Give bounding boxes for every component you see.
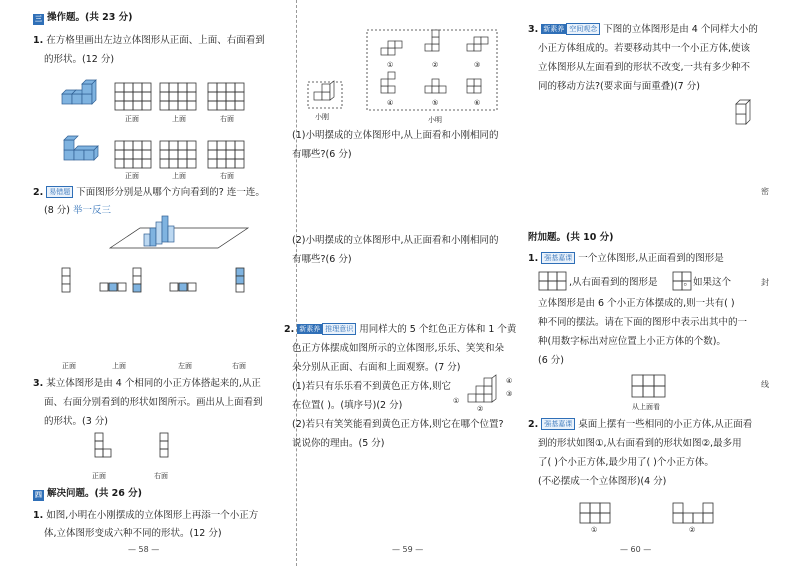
q1-label-top: 上面 <box>172 115 186 123</box>
section-icon: 三 <box>35 15 42 23</box>
e2-figure-2 <box>673 503 717 523</box>
q1-solid-figure-1 <box>60 82 100 110</box>
page-60 <box>525 0 800 566</box>
grid-cell[interactable] <box>142 141 151 150</box>
q2-line1: 2. 易错题 下面图形分别是从哪个方向看到的? 连一连。 <box>33 187 265 198</box>
q3-line1: 3. 某立体图形是由 4 个相同的小正方体搭起来的,从正 <box>33 378 261 389</box>
sub2-line2: 有哪些?(6 分) <box>292 254 352 265</box>
grid-cell[interactable] <box>160 101 169 110</box>
grid-cell[interactable] <box>169 150 178 159</box>
sub1-line2: 有哪些?(6 分) <box>292 149 352 160</box>
view-cell <box>62 284 70 292</box>
xiaogang-figure-box <box>308 82 344 110</box>
r-q3-solid-figure <box>734 102 760 128</box>
grid-cell[interactable] <box>124 83 133 92</box>
grid-cell[interactable] <box>235 92 244 101</box>
q3-label-right: 右面 <box>154 472 168 480</box>
e2-line2: 到的形状如图①,从右面看到的形状如图②,最多用 <box>538 438 742 449</box>
shape-num-3: ③ <box>474 61 481 69</box>
grid-cell[interactable] <box>178 150 187 159</box>
page-58 <box>0 0 270 566</box>
q1-label-front-2: 正面 <box>125 172 139 180</box>
grid-cell[interactable] <box>178 83 187 92</box>
grid-cell[interactable] <box>178 101 187 110</box>
section-icon: 四 <box>35 491 42 499</box>
grid-cell[interactable] <box>235 101 244 110</box>
grid-cell[interactable] <box>124 150 133 159</box>
xiaogang-label: 小刚 <box>315 113 329 121</box>
q1-grid-right-1[interactable] <box>208 83 246 110</box>
grid-cell[interactable] <box>169 159 178 168</box>
grid-cell[interactable] <box>187 141 196 150</box>
grid-cell[interactable] <box>226 141 235 150</box>
grid-cell[interactable] <box>160 83 169 92</box>
e1-score: (6 分) <box>538 355 564 366</box>
grid-cell[interactable] <box>124 141 133 150</box>
view-cell <box>109 283 117 291</box>
q2-view-a <box>62 268 72 298</box>
grid-cell[interactable] <box>226 83 235 92</box>
grid-cell[interactable] <box>133 141 142 150</box>
red-yellow-cubes-figure <box>462 380 512 410</box>
grid-cell[interactable] <box>160 159 169 168</box>
e2-line1: 2. 强基嘉课 桌面上摆有一些相同的小正方体,从正面看 <box>528 419 753 430</box>
e2-line3: 了( )个小正方体,最少用了( )个小正方体。 <box>538 457 714 468</box>
e1-top-grid[interactable] <box>632 375 666 399</box>
seal-char-1: 密 <box>761 187 769 196</box>
m-q2-line7: 说说你的理由。(5 分) <box>292 438 385 449</box>
practice-link[interactable]: 举一反三 <box>73 205 112 216</box>
grid-cell[interactable] <box>178 92 187 101</box>
r-q3-line2: 小正方体组成的。若要移动其中一个小正方体,使该 <box>538 43 751 54</box>
view-cell <box>62 276 70 284</box>
grid-cell[interactable] <box>235 141 244 150</box>
view-cell <box>100 283 108 291</box>
grid-cell[interactable] <box>115 92 124 101</box>
grid-cell[interactable] <box>235 83 244 92</box>
shape-num-2: ② <box>432 61 439 69</box>
e1-line2: ,从右面看到的图形是 。如果这个 <box>569 277 732 288</box>
q1-grid-front-1[interactable] <box>115 83 153 110</box>
grid-cell[interactable] <box>226 101 235 110</box>
advanced-badge: 强基嘉课 <box>541 252 575 264</box>
page-number-60: — 60 — <box>620 545 652 554</box>
section-operation-title: 三 操作题。(共 23 分) <box>35 12 133 23</box>
q1-grid-top-2[interactable] <box>160 141 198 168</box>
view-cell <box>236 268 244 276</box>
grid-cell[interactable] <box>217 83 226 92</box>
spatial-badge: 空间观念 <box>566 23 600 35</box>
grid-cell[interactable] <box>208 141 217 150</box>
grid-cell[interactable] <box>133 92 142 101</box>
q4-line1: 1. 如图,小明在小刚摆成的立体图形上再添一个小正方 <box>33 510 259 521</box>
grid-cell[interactable] <box>208 101 217 110</box>
q3-label-front: 正面 <box>92 472 106 480</box>
grid-cell[interactable] <box>115 150 124 159</box>
q2-view-b <box>100 283 130 293</box>
extra-title: 附加题。(共 10 分) <box>528 232 614 243</box>
sub1-line1: (1)小明摆成的立体图形中,从上面看和小刚相同的 <box>292 130 499 141</box>
q1-label-front: 正面 <box>125 115 139 123</box>
e2-figure-1 <box>580 503 620 523</box>
grid-cell[interactable] <box>226 92 235 101</box>
grid-cell[interactable] <box>208 83 217 92</box>
shape-num-4: ④ <box>387 99 394 107</box>
grid-cell[interactable] <box>133 150 142 159</box>
grid-cell[interactable] <box>217 141 226 150</box>
advanced-badge: 强基嘉课 <box>541 418 575 430</box>
grid-cell[interactable] <box>169 83 178 92</box>
view-cell <box>236 284 244 292</box>
grid-cell[interactable] <box>226 159 235 168</box>
grid-cell[interactable] <box>208 150 217 159</box>
grid-cell[interactable] <box>115 101 124 110</box>
page-59 <box>270 0 525 566</box>
e1-line5: 种(用数字标出对应位置上小正方体的个数)。 <box>538 336 726 347</box>
q3-line3: 的形状。(3 分) <box>44 416 108 427</box>
grid-cell[interactable] <box>217 159 226 168</box>
grid-cell[interactable] <box>187 159 196 168</box>
view-cell <box>188 283 196 291</box>
grid-cell[interactable] <box>187 92 196 101</box>
m-q2-line1: 2. 新素养 推理意识 用同样大的 5 个红色正方体和 1 个黄 <box>284 324 517 335</box>
q3-line2: 面、右面分别看到的形状如图所示。画出从上面看到 <box>44 397 263 408</box>
grid-cell[interactable] <box>115 141 124 150</box>
e2-line4: (不必摆成一个立体图形)(4 分) <box>538 476 667 487</box>
grid-cell[interactable] <box>124 92 133 101</box>
m-q2-line3: 朵分别从正面、右面和上面观察。(7 分) <box>292 362 461 373</box>
grid-cell[interactable] <box>187 83 196 92</box>
grid-cell[interactable] <box>160 92 169 101</box>
view-cell <box>118 283 126 291</box>
page-number-59: — 59 — <box>392 545 424 554</box>
q3-front-view <box>95 433 115 463</box>
grid-cell[interactable] <box>187 150 196 159</box>
m-q2-line2: 色正方体摆成如图所示的立体图形,乐乐、笑笑和朵 <box>292 343 505 354</box>
seal-char-3: 线 <box>761 380 769 389</box>
q2-label-right: 右面 <box>232 362 246 370</box>
q2-solid-on-plane <box>88 218 258 258</box>
grid-cell[interactable] <box>169 101 178 110</box>
q4-line2: 体,立体图形变成六种不同的形状。(12 分) <box>44 528 222 539</box>
m-q2-line5: 在位置( )。(填序号)(2 分) <box>292 400 403 411</box>
q2-view-c <box>133 268 143 298</box>
grid-cell[interactable] <box>124 101 133 110</box>
reasoning-badge: 推理意识 <box>322 323 356 335</box>
m-q2-line4: (1)若只有乐乐看不到黄色正方体,则它 <box>292 381 451 392</box>
q2-view-d <box>170 283 200 293</box>
grid-cell[interactable] <box>160 141 169 150</box>
q1-label-top-2: 上面 <box>172 172 186 180</box>
shape-num-5: ⑤ <box>432 99 439 107</box>
view-cell <box>133 276 141 284</box>
view-cell <box>170 283 178 291</box>
view-cell <box>179 283 187 291</box>
pos-1: ① <box>453 397 460 405</box>
grid-cell[interactable] <box>142 101 151 110</box>
view-cell <box>236 276 244 284</box>
shape-num-1: ① <box>387 61 394 69</box>
e1-top-label: 从上面看 <box>632 403 660 411</box>
r-q3-line4: 同的移动方法?(要求面与面重叠)(7 分) <box>538 81 700 92</box>
grid-cell[interactable] <box>217 92 226 101</box>
pos-2: ② <box>477 405 484 413</box>
q2-label-top: 上面 <box>112 362 126 370</box>
grid-cell[interactable] <box>133 159 142 168</box>
error-prone-badge: 易错题 <box>46 186 73 198</box>
e1-line4: 种不同的摆法。请在下面的图形中表示出其中的一 <box>538 317 748 328</box>
q1-line1: 1. 在方格里画出左边立体图形从正面、上面、右面看到 <box>33 35 265 46</box>
grid-cell[interactable] <box>142 159 151 168</box>
grid-cell[interactable] <box>142 83 151 92</box>
q1-grid-front-2[interactable] <box>115 141 153 168</box>
q1-solid-figure-2 <box>62 140 102 166</box>
grid-cell[interactable] <box>226 150 235 159</box>
view-cell <box>62 268 70 276</box>
grid-cell[interactable] <box>235 159 244 168</box>
grid-cell[interactable] <box>208 92 217 101</box>
grid-cell[interactable] <box>169 141 178 150</box>
pos-3: ③ <box>506 390 513 398</box>
seal-char-2: 封 <box>761 278 769 287</box>
e1-line3: 立体图形是由 6 个小正方体摆成的,则一共有( ) <box>538 298 735 309</box>
q1-line2: 的形状。(12 分) <box>44 54 115 65</box>
grid-cell[interactable] <box>115 159 124 168</box>
q1-grid-right-2[interactable] <box>208 141 246 168</box>
q1-label-right-2: 右面 <box>220 172 234 180</box>
e1-line1: 1. 强基嘉课 一个立体图形,从正面看到的图形是 <box>528 253 724 264</box>
grid-cell[interactable] <box>187 101 196 110</box>
grid-cell[interactable] <box>124 159 133 168</box>
e2-label-2: ② <box>689 526 696 534</box>
grid-cell[interactable] <box>217 150 226 159</box>
grid-cell[interactable] <box>178 141 187 150</box>
q1-label-right: 右面 <box>220 115 234 123</box>
m-q2-line6: (2)若只有笑笑能看到黄色正方体,则它在哪个位置? <box>292 419 504 430</box>
section-solve-title: 四 解决问题。(共 26 分) <box>35 488 143 499</box>
q2-line2: (8 分) 举一反三 <box>44 205 112 216</box>
grid-cell[interactable] <box>217 101 226 110</box>
grid-cell[interactable] <box>115 83 124 92</box>
e1-right-shape <box>673 272 693 292</box>
grid-cell[interactable] <box>208 159 217 168</box>
page-number-58: — 58 — <box>128 545 160 554</box>
e1-front-shape <box>539 272 569 292</box>
grid-cell[interactable] <box>169 92 178 101</box>
view-cell <box>133 268 141 276</box>
grid-cell[interactable] <box>178 159 187 168</box>
pos-4: ④ <box>506 377 513 385</box>
grid-cell[interactable] <box>235 150 244 159</box>
new-literacy-badge: 新素养 <box>299 325 321 333</box>
grid-cell[interactable] <box>142 92 151 101</box>
grid-cell[interactable] <box>142 150 151 159</box>
r-q3-line3: 立体图形从左面看到的形状不改变,一共有多少种不 <box>538 62 751 73</box>
q2-view-e <box>236 268 246 298</box>
new-literacy-badge: 新素养 <box>543 25 565 33</box>
shape-num-6: ⑥ <box>474 99 481 107</box>
xiaoming-label: 小明 <box>428 116 442 124</box>
sub2-line1: (2)小明摆成的立体图形中,从正面看和小刚相同的 <box>292 235 499 246</box>
grid-cell[interactable] <box>133 101 142 110</box>
view-cell <box>133 284 141 292</box>
q2-label-front: 正面 <box>62 362 76 370</box>
q3-right-view <box>160 433 180 463</box>
grid-cell[interactable] <box>160 150 169 159</box>
r-q3-line1: 3. 新素养 空间观念 下图的立体图形是由 4 个同样大小的 <box>528 24 758 35</box>
grid-cell[interactable] <box>133 83 142 92</box>
e2-label-1: ① <box>591 526 598 534</box>
q1-grid-top-1[interactable] <box>160 83 198 110</box>
q2-label-left: 左面 <box>178 362 192 370</box>
